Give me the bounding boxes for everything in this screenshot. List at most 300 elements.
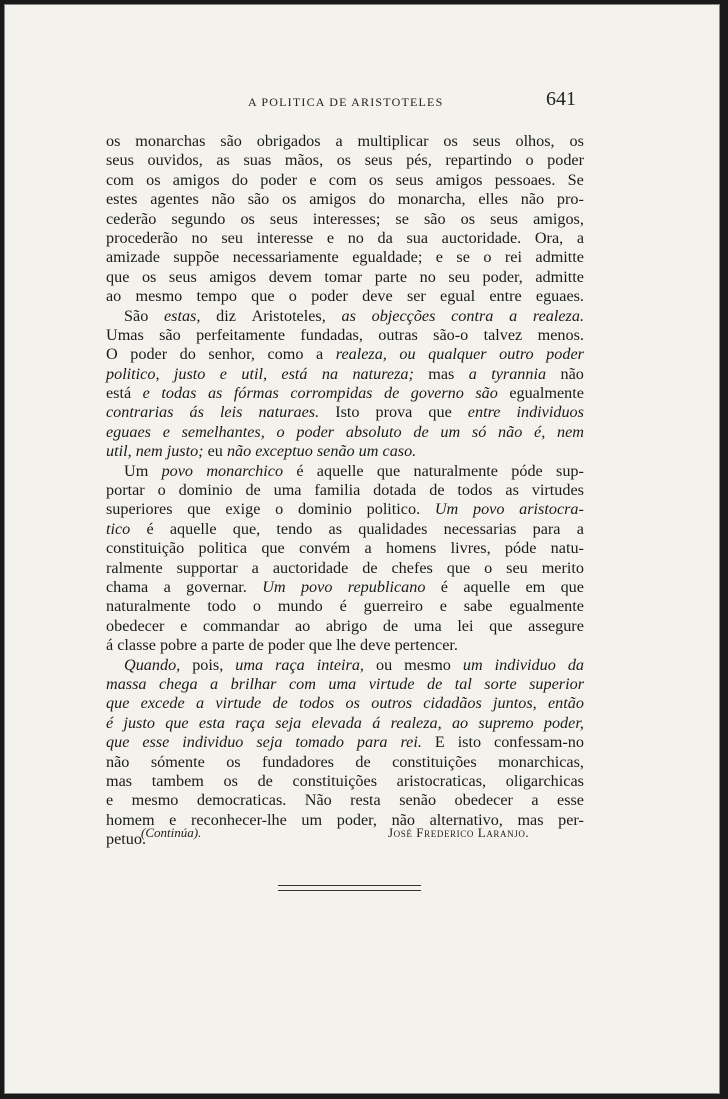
- text-word: e: [162, 422, 170, 441]
- text-word: Umas: [106, 325, 144, 344]
- text-word: o: [483, 248, 492, 267]
- text-word: Um: [262, 577, 286, 596]
- text-word: pobre: [159, 636, 197, 655]
- text-word: de: [382, 616, 399, 635]
- text-line: [106, 500, 584, 519]
- author-signature: José Frederico Laranjo.: [388, 825, 530, 840]
- text-word: é,: [534, 422, 546, 441]
- text-word: egualdade;: [352, 248, 423, 267]
- text-word: seja: [275, 713, 302, 732]
- text-word: constituição: [106, 539, 185, 558]
- text-line: [106, 694, 584, 713]
- text-word: só: [471, 422, 487, 441]
- text-word: o: [484, 558, 493, 577]
- running-head: A POLITICA DE ARISTOTELES: [248, 95, 444, 109]
- text-word: á: [106, 636, 114, 655]
- text-word: suas: [243, 151, 272, 170]
- text-word: parte: [374, 267, 408, 286]
- text-word: poder,: [543, 713, 584, 732]
- text-word: supportar: [176, 558, 238, 577]
- text-word: pertencer.: [394, 636, 458, 655]
- text-word: e: [142, 384, 150, 403]
- text-word: ou: [399, 345, 416, 364]
- text-word: natu-: [550, 539, 584, 558]
- text-word: fundadas,: [300, 325, 363, 344]
- text-word: necessariamente: [232, 248, 339, 267]
- text-word: politica: [198, 539, 248, 558]
- text-word: um: [358, 442, 379, 461]
- text-word: objecções: [371, 306, 436, 325]
- text-word: egualmente: [509, 597, 584, 616]
- text-line: [106, 403, 584, 422]
- text-word: outros: [371, 694, 412, 713]
- text-line: [106, 151, 584, 170]
- text-word: mas: [428, 364, 455, 383]
- text-word: politico,: [106, 364, 160, 383]
- text-word: aquelle: [316, 461, 364, 480]
- text-word: tyrannia: [491, 364, 547, 383]
- text-word: seu: [221, 228, 243, 247]
- text-word: amizade: [106, 248, 160, 267]
- text-line: [106, 365, 584, 384]
- text-word: a: [316, 345, 324, 364]
- text-word: massa: [106, 674, 147, 693]
- text-word: tal: [454, 674, 472, 693]
- text-word: os: [141, 267, 157, 286]
- text-word: eu: [207, 442, 223, 461]
- text-line: [106, 462, 584, 481]
- text-word: de: [355, 752, 371, 771]
- text-line: [106, 578, 584, 597]
- text-word: tomado: [295, 733, 344, 752]
- text-word: poder: [296, 422, 335, 441]
- text-line: [106, 307, 584, 326]
- text-word: outras: [378, 325, 418, 344]
- text-word: interesses;: [312, 209, 381, 228]
- text-word: a: [576, 519, 584, 538]
- text-word: Um: [434, 500, 459, 519]
- text-word: de: [272, 694, 288, 713]
- text-word: elevada: [311, 713, 362, 732]
- text-word: senhor,: [208, 345, 255, 364]
- text-word: senão: [316, 442, 355, 461]
- text-word: guerreiro: [363, 597, 423, 616]
- text-word: raça: [275, 655, 305, 674]
- text-word: o: [276, 422, 285, 441]
- text-word: de: [427, 674, 443, 693]
- text-word: os: [226, 752, 241, 771]
- text-word: os: [223, 771, 238, 790]
- text-word: é: [296, 461, 304, 480]
- text-word: seu: [506, 558, 528, 577]
- text-word: menos.: [537, 325, 584, 344]
- text-word: mesmo: [131, 791, 179, 810]
- text-word: a: [196, 694, 205, 713]
- text-word: mundo: [277, 597, 323, 616]
- text-word: de: [413, 422, 429, 441]
- text-word: monarchicas,: [498, 752, 584, 771]
- text-word: são: [220, 132, 242, 150]
- text-word: os: [282, 190, 297, 209]
- text-word: tambem: [151, 771, 204, 790]
- text-word: povo: [161, 461, 194, 480]
- text-word: lhe: [336, 636, 356, 655]
- text-word: realeza,: [335, 345, 387, 364]
- text-word: devem: [268, 267, 312, 286]
- text-line: [106, 597, 584, 616]
- text-word: que: [187, 500, 211, 519]
- text-word: e: [326, 228, 335, 247]
- text-word: multiplicar: [357, 132, 429, 150]
- text-word: o: [275, 500, 284, 519]
- text-word: inteira,: [316, 655, 364, 674]
- text-word: obedecer: [106, 616, 165, 635]
- text-word: é: [146, 519, 154, 538]
- text-word: olhos,: [515, 132, 555, 150]
- text-word: a: [468, 364, 477, 383]
- text-word: um: [462, 655, 483, 674]
- text-word: mas: [517, 810, 544, 829]
- text-line: [106, 229, 584, 248]
- text-word: o: [252, 597, 261, 616]
- text-word: de: [257, 771, 273, 790]
- text-word: constituições: [292, 771, 378, 790]
- text-word: são: [423, 209, 446, 228]
- text-word: um: [440, 422, 461, 441]
- text-word: e: [169, 810, 177, 829]
- text-word: abrigo: [325, 616, 368, 635]
- text-word: sómente: [150, 752, 205, 771]
- text-word: que: [428, 403, 452, 422]
- text-word: do: [231, 170, 248, 189]
- text-word: á: [372, 713, 381, 732]
- text-word: amigos: [309, 190, 356, 209]
- text-line: [106, 772, 584, 791]
- text-word: que: [165, 713, 189, 732]
- text-word: dotada: [373, 481, 417, 500]
- text-word: uma: [413, 616, 442, 635]
- end-rule-bottom: [278, 890, 421, 891]
- text-word: ás: [189, 403, 204, 422]
- text-word: a: [200, 636, 209, 655]
- text-word: Se: [567, 170, 584, 189]
- text-word: mesmo: [404, 655, 451, 674]
- text-word: não: [520, 190, 545, 209]
- text-word: outro: [499, 345, 534, 364]
- text-word: que: [106, 733, 130, 752]
- text-word: contrarias: [106, 403, 174, 422]
- text-word: assegure: [528, 616, 584, 635]
- text-word: estes: [106, 190, 138, 209]
- text-word: os: [106, 132, 121, 150]
- text-word: pés,: [406, 151, 432, 170]
- text-word: não: [106, 752, 130, 771]
- text-line: [106, 791, 584, 810]
- text-word: com: [288, 674, 316, 693]
- text-word: superiores: [106, 500, 173, 519]
- text-word: se: [395, 209, 409, 228]
- text-word: exceptuo: [255, 442, 313, 461]
- text-word: monarcha,: [397, 190, 466, 209]
- text-word: justo: [173, 364, 206, 383]
- body-text: [106, 132, 584, 849]
- text-word: repartindo: [445, 151, 512, 170]
- text-word: governar.: [186, 577, 247, 596]
- text-word: prova: [375, 403, 413, 422]
- text-line: [106, 753, 584, 772]
- text-word: as: [341, 306, 356, 325]
- text-word: como: [267, 345, 304, 364]
- text-word: Não: [304, 791, 332, 810]
- text-word: são: [247, 190, 270, 209]
- text-word: chega: [158, 674, 198, 693]
- text-word: poder: [267, 636, 305, 655]
- text-line: [106, 171, 584, 190]
- text-word: auctoridade.: [441, 228, 522, 247]
- text-word: todo: [207, 597, 237, 616]
- text-word: perfeitamente: [196, 325, 286, 344]
- text-word: não: [391, 810, 415, 829]
- text-word: procederão: [106, 228, 178, 247]
- text-word: virtude: [215, 694, 262, 713]
- text-word: commandar: [202, 616, 280, 635]
- text-word: a: [251, 558, 259, 577]
- text-word: constituições: [392, 752, 477, 771]
- text-word: na: [321, 364, 339, 383]
- text-line: [106, 520, 584, 539]
- text-word: os: [569, 132, 584, 150]
- text-word: povo: [472, 500, 505, 519]
- text-word: o: [288, 287, 297, 306]
- text-line: [106, 423, 584, 442]
- text-word: poder: [546, 345, 584, 364]
- text-word: diz: [216, 306, 236, 325]
- text-word: a: [210, 674, 219, 693]
- text-word: rei: [504, 248, 522, 267]
- text-word: per-: [558, 810, 584, 829]
- text-word: chefes: [391, 558, 433, 577]
- text-word: e: [439, 597, 447, 616]
- text-word: admitte: [535, 267, 584, 286]
- text-word: de: [245, 481, 261, 500]
- text-word: póde: [511, 461, 543, 480]
- text-word: suppõe: [173, 248, 220, 267]
- text-word: monarchas: [135, 132, 206, 150]
- text-word: uma: [328, 674, 357, 693]
- text-word: obedecer: [454, 791, 513, 810]
- text-word: não: [226, 442, 252, 461]
- text-word: virtudes: [531, 481, 584, 500]
- text-word: os: [345, 694, 360, 713]
- text-line: [106, 675, 584, 694]
- text-word: seja: [256, 733, 283, 752]
- text-word: para: [356, 733, 388, 752]
- text-word: que: [106, 267, 130, 286]
- text-word: os: [368, 170, 384, 189]
- text-word: deve: [359, 636, 391, 655]
- text-line: [106, 539, 584, 558]
- text-word: o: [157, 481, 166, 500]
- text-word: as: [328, 519, 343, 538]
- text-line: [106, 442, 584, 461]
- text-word: não: [560, 364, 584, 383]
- text-line: [106, 248, 584, 267]
- text-word: justo: [123, 713, 155, 732]
- text-word: seus: [364, 151, 393, 170]
- text-word: sorte: [484, 674, 517, 693]
- text-word: auctoridade: [272, 558, 349, 577]
- text-word: Quando,: [124, 655, 181, 674]
- text-word: a: [335, 132, 343, 150]
- text-word: absoluto: [345, 422, 402, 441]
- text-word: pessoaes.: [494, 170, 556, 189]
- text-word: as: [216, 151, 230, 170]
- text-word: chama: [106, 577, 149, 596]
- text-word: nem: [135, 442, 163, 461]
- text-word: brilhar: [230, 674, 277, 693]
- text-word: a: [364, 539, 372, 558]
- text-word: São: [124, 306, 149, 325]
- text-word: familia: [314, 481, 361, 500]
- text-word: agentes: [150, 190, 199, 209]
- text-line: [106, 714, 584, 733]
- text-line: [106, 287, 584, 306]
- text-word: o: [525, 151, 534, 170]
- text-word: a: [509, 306, 518, 325]
- text-word: resta: [350, 791, 381, 810]
- text-word: da: [377, 228, 393, 247]
- text-word: E: [434, 733, 445, 752]
- end-rule-top: [278, 885, 421, 886]
- text-word: no: [419, 267, 436, 286]
- text-word: eguaes.: [535, 287, 584, 306]
- text-word: qualidades: [358, 519, 428, 538]
- text-word: sabe: [463, 597, 493, 616]
- text-word: todos: [457, 481, 493, 500]
- text-word: semelhantes,: [181, 422, 265, 441]
- text-line: [106, 636, 584, 655]
- text-word: egualmente: [509, 384, 584, 403]
- text-word: segundo: [171, 209, 226, 228]
- text-word: então: [547, 694, 584, 713]
- text-word: interesse: [256, 228, 314, 247]
- text-word: lei: [457, 616, 474, 635]
- text-word: talvez: [483, 325, 523, 344]
- text-word: póde: [504, 539, 537, 558]
- text-word: fórmas: [233, 384, 279, 403]
- text-word: de: [248, 636, 264, 655]
- text-word: os: [460, 209, 476, 228]
- text-word: seus: [168, 267, 197, 286]
- text-word: e: [106, 791, 114, 810]
- text-word: contra: [451, 306, 494, 325]
- text-word: que: [560, 577, 584, 596]
- text-word: as: [207, 384, 223, 403]
- text-line: [106, 617, 584, 636]
- text-word: obrigados: [256, 132, 321, 150]
- text-word: que: [376, 461, 401, 480]
- text-word: estas,: [163, 306, 201, 325]
- text-word: amigos: [209, 267, 257, 286]
- text-word: entre: [467, 403, 501, 422]
- text-word: com: [106, 170, 134, 189]
- text-word: aquelle: [169, 519, 217, 538]
- text-word: necessarias: [443, 519, 517, 538]
- text-word: que: [251, 287, 275, 306]
- text-word: util,: [106, 442, 132, 461]
- text-word: caso.: [382, 442, 417, 461]
- text-word: livres,: [450, 539, 491, 558]
- text-word: esse: [557, 791, 584, 810]
- text-line: [106, 559, 584, 578]
- text-word: supremo: [478, 713, 534, 732]
- text-word: portar: [106, 481, 145, 500]
- text-word: as: [505, 481, 519, 500]
- text-word: O: [106, 345, 118, 364]
- text-word: é: [339, 597, 347, 616]
- text-word: todos: [299, 694, 335, 713]
- text-word: confessam-no: [494, 733, 584, 752]
- text-word: se: [456, 248, 470, 267]
- text-word: são: [475, 384, 498, 403]
- text-word: virtude: [368, 674, 415, 693]
- text-word: em: [525, 577, 546, 596]
- text-word: é: [440, 577, 448, 596]
- text-word: petuo.: [106, 830, 147, 849]
- text-line: [106, 481, 584, 500]
- text-word: Aristoteles,: [251, 306, 326, 325]
- text-word: no: [347, 228, 364, 247]
- text-word: exige: [225, 500, 261, 519]
- document-page: [4, 4, 720, 1094]
- text-word: individuo: [182, 733, 244, 752]
- text-word: nem: [557, 422, 584, 441]
- text-word: amigos: [435, 170, 483, 189]
- text-word: eguaes: [106, 422, 151, 441]
- text-word: mãos,: [284, 151, 324, 170]
- text-word: todas: [161, 384, 197, 403]
- text-word: naturaes.: [258, 403, 320, 422]
- text-word: ser: [406, 287, 426, 306]
- text-word: está: [281, 364, 308, 383]
- text-word: parte: [212, 636, 245, 655]
- text-word: juntos,: [493, 694, 537, 713]
- text-word: admitte: [535, 248, 584, 267]
- text-word: os: [146, 170, 161, 189]
- text-word: que: [308, 636, 333, 655]
- text-word: uma: [273, 481, 302, 500]
- text-word: que,: [232, 519, 261, 538]
- text-word: leis: [219, 403, 243, 422]
- text-word: raça: [235, 713, 265, 732]
- text-word: cederão: [106, 209, 157, 228]
- text-word: seus: [472, 132, 501, 150]
- text-word: realeza,: [390, 713, 442, 732]
- text-word: senão: [399, 791, 437, 810]
- text-word: ao: [294, 616, 311, 635]
- text-word: que: [261, 539, 285, 558]
- text-word: para: [532, 519, 561, 538]
- text-word: democraticas.: [196, 791, 287, 810]
- text-word: a: [163, 577, 171, 596]
- text-word: poder: [311, 287, 348, 306]
- text-word: naturalmente: [413, 461, 498, 480]
- text-word: um: [301, 810, 323, 829]
- text-word: fundadores: [262, 752, 334, 771]
- text-word: homens: [385, 539, 437, 558]
- text-word: cidadãos: [423, 694, 482, 713]
- text-word: que: [446, 558, 471, 577]
